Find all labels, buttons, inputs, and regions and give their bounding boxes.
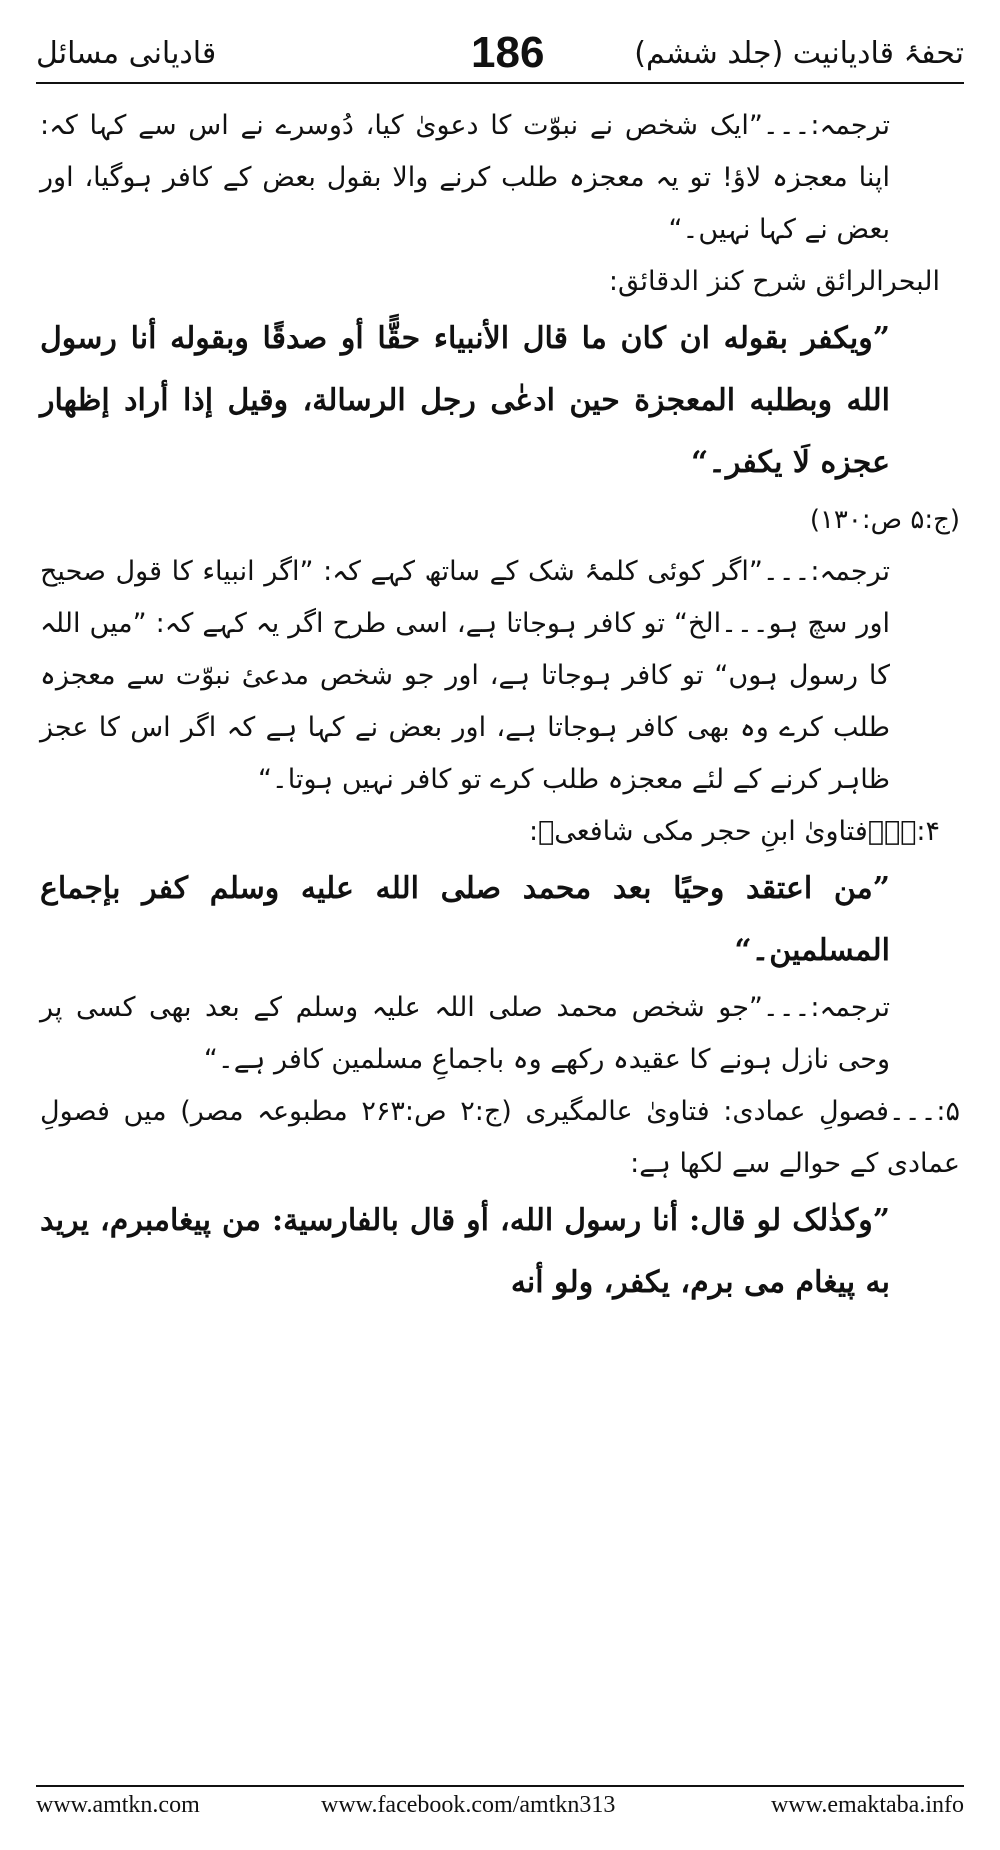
source-heading: ۴:۔۔۔فتاویٰ ابنِ حجر مکی شافعیؒ:: [528, 816, 940, 847]
translation-paragraph: ترجمہ:۔۔۔”ایک شخص نے نبوّت کا دعویٰ کیا، دُوسرے نے اس سے کہا کہ: اپنا معجزہ لاؤ! تو یہ معجزہ طلب کرنے والا بقول بعض کے کافر ہوگیا، اور بعض نے کہا نہیں۔“: [40, 110, 890, 245]
source-heading: ۵:۔۔۔فصولِ عمادی: فتاویٰ عالمگیری (ج:۲ ص:۲۶۳ مطبوعہ مصر) میں فصولِ عمادی کے حوالے سے لکھا ہے:: [40, 1096, 961, 1179]
footer-link-amtkn[interactable]: www.amtkn.com: [36, 1792, 200, 1818]
source-heading: البحرالرائق شرح کنز الدقائق:: [608, 266, 940, 297]
section-title: قادیانی مسائل: [36, 36, 217, 71]
footer-link-emaktaba[interactable]: www.emaktaba.info: [770, 1792, 964, 1818]
footer-link-facebook[interactable]: www.facebook.com/amtkn313: [321, 1792, 616, 1818]
arabic-quote: ”وکذٰلک لو قال: أنا رسول الله، أو قال بالفارسیة: من پیغامبرم، یرید به پیغام می برم، یکفر، ولو أنه: [40, 1203, 890, 1300]
translation-paragraph: ترجمہ:۔۔۔”جو شخص محمد صلی اللہ علیہ وسلم کے بعد بھی کسی پر وحی نازل ہونے کا عقیدہ رکھے وہ باجماعِ مسلمین کافر ہے۔“: [40, 992, 890, 1075]
page-footer: [36, 1792, 964, 1832]
arabic-quote: ”من اعتقد وحیًا بعد محمد صلی الله علیه وسلم کفر بإجماع المسلمین۔“: [40, 871, 890, 968]
page-body: [40, 100, 960, 1760]
header-divider: [36, 82, 964, 84]
page-number: 186: [471, 28, 545, 77]
page-header: [36, 28, 964, 78]
reference-citation: (ج:۵ ص:۱۳۰): [809, 505, 960, 535]
arabic-quote: ”ویکفر بقوله ان کان ما قال الأنبیاء حقًّا أو صدقًا وبقوله أنا رسول الله وبطلبه المعجزة حین ادعٰی رجل الرسالة، وقیل إذا أراد إظهار عجزه لَا یکفر۔“: [40, 321, 890, 480]
footer-divider: [36, 1785, 964, 1787]
book-title: تحفۂ قادیانیت (جلد ششم): [634, 36, 964, 71]
translation-paragraph: ترجمہ:۔۔۔”اگر کوئی کلمۂ شک کے ساتھ کہے کہ: ”اگر انبیاء کا قول صحیح اور سچ ہو۔۔۔الخ“ تو کافر ہوجاتا ہے، اسی طرح اگر یہ کہے کہ: ”میں اللہ کا رسول ہوں“ تو کافر ہوجاتا ہے، اور جو شخص مدعیٔ نبوّت سے معجزہ طلب کرے وہ بھی کافر ہوجاتا ہے، اور بعض نے کہا ہے کہ اگر اس کا عجز ظاہر کرنے کے لئے معجزہ طلب کرے تو کافر نہیں ہوتا۔“: [40, 556, 890, 795]
